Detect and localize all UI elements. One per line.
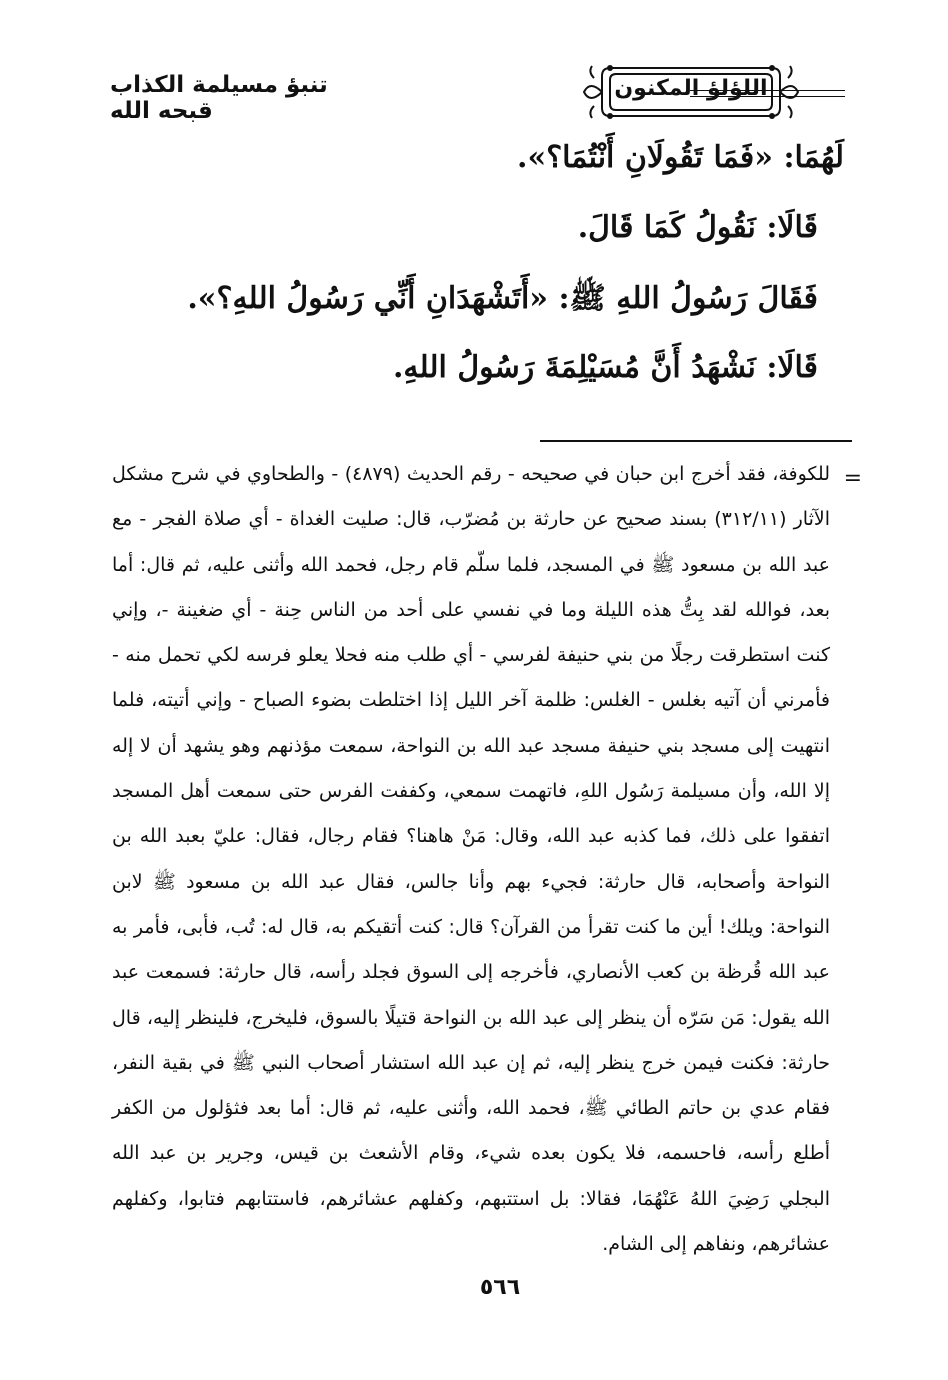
book-title-cartouche (580, 58, 802, 126)
footnote-block (112, 452, 830, 1267)
footnote-separator (540, 440, 852, 442)
verse-line-2: قَالَا: نَقُولُ كَمَا قَالَ. (577, 210, 818, 245)
footnote-continuation-marker: = (843, 466, 862, 491)
verse-line-1: لَهُمَا: «فَمَا تَقُولَانِ أَنْتُمَا؟». (517, 140, 844, 175)
page-header (100, 58, 845, 126)
footnote-text: للكوفة، فقد أخرج ابن حبان في صحيحه - رقم الحديث (٤٨٧٩) - والطحاوي في شرح مشكل الآثار (٣١٢/١١) بسند صحيح عن حارثة بن مُضرّب، قال: صليت الغداة - أي صلاة الفجر - مع عبد الله بن مسعود ﷺ في المسجد، فلما سلّم قام رجل، فحمد الله وأثنى عليه، ثم قال: أما بعد، فوالله لقد بِتُّ هذه الليلة وما في نفسي على أحد من الناس حِنة - أي ضغينة -، وإني كنت استطرقت رجلًا من بني حنيفة لفرسي - أي طلب منه فحلا يعلو فرسه لكي تحمل منه - فأمرني أن آتيه بغلس - الغلس: ظلمة آخر الليل إذا اختلطت بضوء الصباح - وإني أتيته، فلما انتهيت إلى مسجد بني حنيفة مسجد عبد الله بن النواحة، سمعت مؤذنهم وهو يشهد أن لا إله إلا الله، وأن مسيلمة رَسُول اللهِ، فاتهمت سمعي، وكففت الفرس حتى سمعت أهل المسجد اتفقوا على ذلك، فما كذبه عبد الله، وقال: مَنْ هاهنا؟ فقام رجال، فقال: عليّ بعبد الله بن النواحة وأصحابه، قال حارثة: فجيء بهم وأنا جالس، فقال عبد الله بن مسعود ﷺ لابن النواحة: ويلك! أين ما كنت تقرأ من القرآن؟ قال: كنت أتقيكم به، قال له: تُب، فأبى، فأمر به عبد الله قُرظة بن كعب الأنصاري، فأخرجه إلى السوق فجلد رأسه، قال حارثة: فسمعت عبد الله يقول: مَن سَرّه أن ينظر إلى عبد الله بن النواحة قتيلًا بالسوق، فليخرج، فلينظر إليه، قال حارثة: فكنت فيمن خرج ينظر إليه، ثم إن عبد الله استشار أصحاب النبي ﷺ في بقية النفر، فقام عدي بن حاتم الطائي ﷺ، فحمد الله، وأثنى عليه، ثم قال: أما بعد فثؤلول من الكفر أطلع رأسه، فاحسمه، فلا يكون بعده شيء، وقام الأشعث بن قيس، وجرير بن عبد الله البجلي رَضِيَ اللهُ عَنْهُمَا، فقالا: بل استتبهم، وكفلهم عشائرهم، فاستتابهم فتابوا، وكفلهم عشائرهم، ونفاهم إلى الشام. (112, 463, 831, 1256)
page-number: ٥٦٦ (479, 1275, 521, 1300)
verse-line-3: فَقَالَ رَسُولُ اللهِ ﷺ: «أَتَشْهَدَانِ أَنِّي رَسُولُ اللهِ؟». (187, 281, 818, 316)
running-title: تنبؤ مسيلمة الكذاب قبحه الله (100, 72, 360, 124)
verse-line-4: قَالَا: نَشْهَدُ أَنَّ مُسَيْلِمَةَ رَسُولُ اللهِ. (392, 350, 818, 385)
book-title: اللؤلؤ المكنون (614, 76, 768, 101)
